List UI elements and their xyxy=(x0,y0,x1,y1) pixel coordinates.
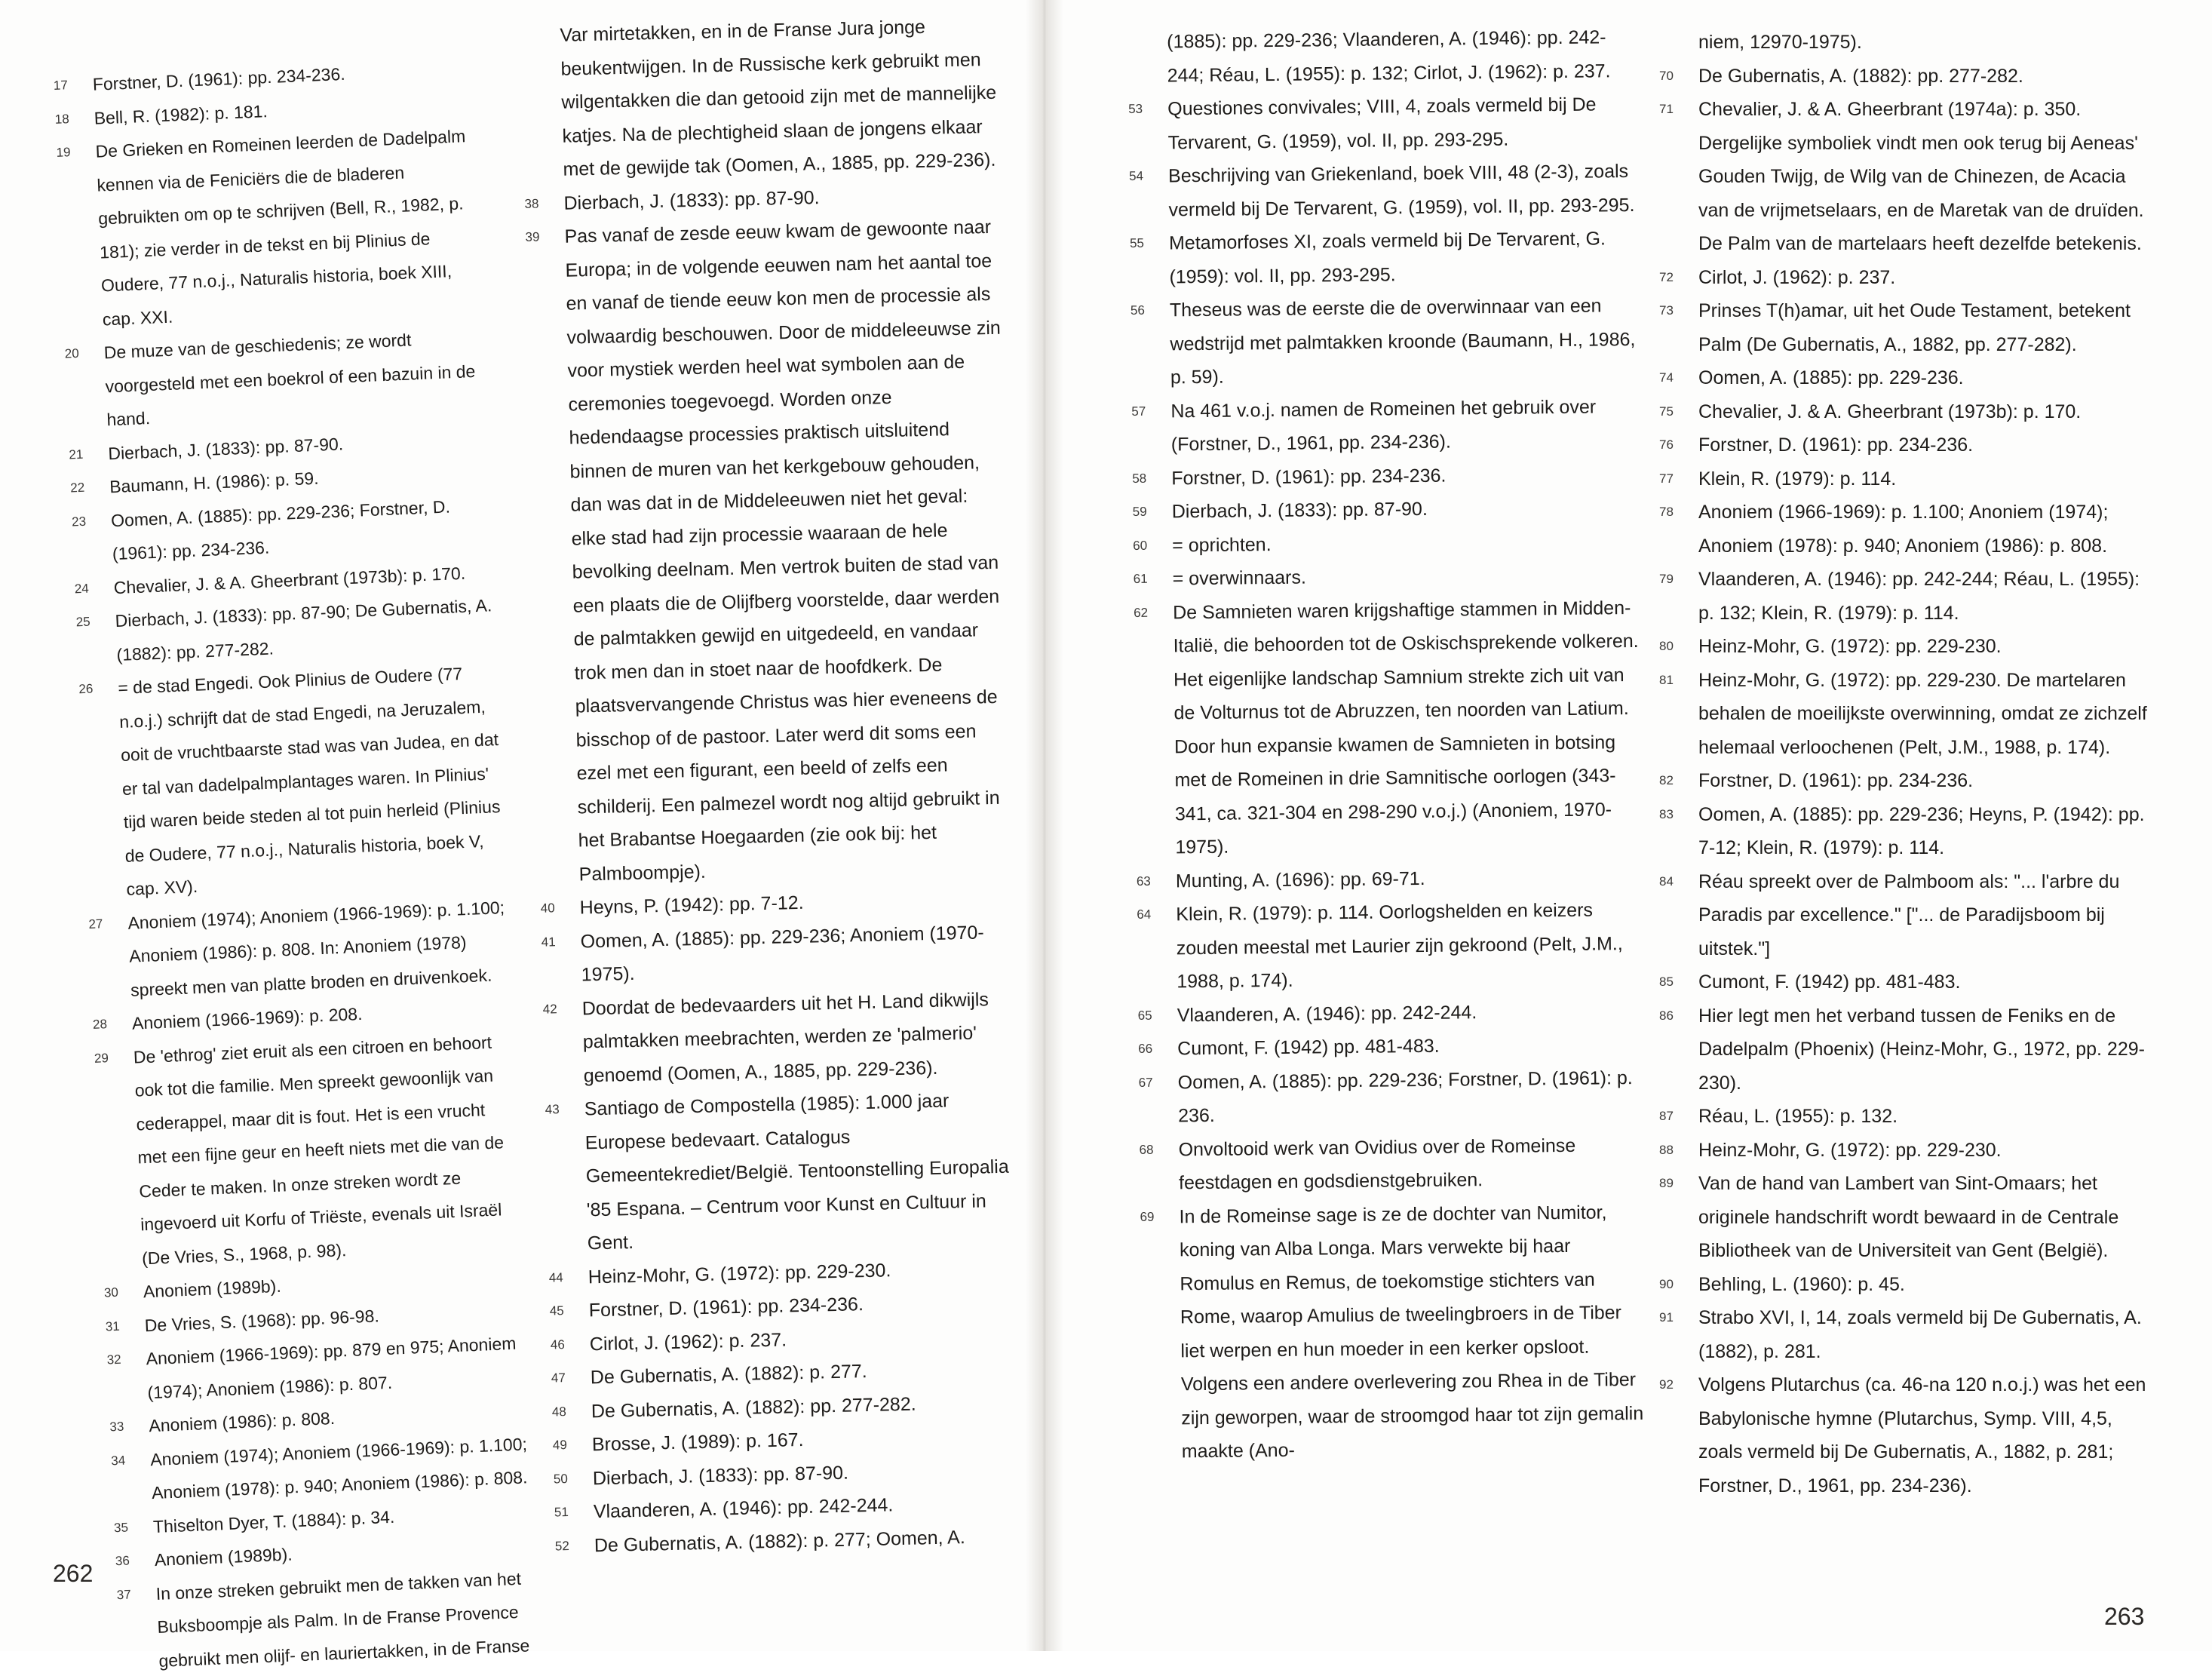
footnote-91 xyxy=(1659,1301,2157,1368)
footnote-text: Theseus was de eerste die de overwinnaar van een wedstrijd met palmtakken kroonde (Baumann, H., 1986, p. 59). xyxy=(1169,295,1636,388)
footnote-55 xyxy=(1130,222,1636,294)
footnote-83 xyxy=(1659,798,2157,865)
footnote-text: Klein, R. (1979): p. 114. Oorlogshelden en keizers zouden meestal met Laurier zijn gekroond (Pelt, J.M., 1988, p. 174). xyxy=(1176,899,1623,993)
footnote-text: Dierbach, J. (1833): pp. 87-90. xyxy=(107,433,344,463)
footnote-text: De Gubernatis, A. (1882): p. 277. xyxy=(590,1361,867,1389)
footnote-text: De 'ethrog' ziet eruit als een citroen en behoort ook tot die familie. Men spreekt gewoonlijk van cederappel, maar dit is fout. Het is een vrucht met een fijne geur en heeft niets met die van de Ceder te maken. In onze streken wordt ze ingevoerd uit Korfu of Triëste, evenals uit Israël (De Vries, S., 1968, p. 98). xyxy=(133,1032,505,1268)
footnote-74 xyxy=(1659,361,2157,395)
footnote-text: De muze van de geschiedenis; ze wordt voorgesteld met een boekrol of een bazuin in de hand. xyxy=(103,330,476,430)
footnote-number: 68 xyxy=(1139,1142,1154,1157)
footnote-number: 31 xyxy=(105,1318,121,1334)
footnote-text: Forstner, D. (1961): pp. 234-236. xyxy=(1171,465,1447,489)
footnote-84 xyxy=(1659,865,2157,966)
footnote-number: 88 xyxy=(1659,1142,1674,1157)
footnote-text: = oprichten. xyxy=(1172,533,1272,556)
footnote-71 xyxy=(1659,93,2157,261)
footnote-number: 67 xyxy=(1138,1075,1153,1090)
footnote-59 xyxy=(1133,490,1638,529)
footnote-text: Oomen, A. (1885): pp. 229-236; Heyns, P. (1942): pp. 7-12; Klein, R. (1979): p. 114. xyxy=(1698,803,2145,858)
footnote-number: 28 xyxy=(92,1017,108,1032)
footnote-number: 33 xyxy=(109,1419,124,1435)
footnote-text: Cumont, F. (1942) pp. 481-483. xyxy=(1177,1035,1440,1060)
footnote-37 xyxy=(116,1561,538,1679)
footnote-text: Vlaanderen, A. (1946): pp. 242-244. xyxy=(1177,1001,1477,1026)
footnote-number: 56 xyxy=(1130,302,1145,318)
footnote-text: Baumann, H. (1986): p. 59. xyxy=(109,468,319,497)
footnote-number: 58 xyxy=(1132,471,1147,486)
footnote-number: 38 xyxy=(524,196,539,211)
footnote-number: 82 xyxy=(1659,773,1674,787)
footnote-68 xyxy=(1139,1128,1645,1200)
footnote-26 xyxy=(78,655,507,907)
footnote-number: 64 xyxy=(1137,907,1152,922)
footnote-number: 47 xyxy=(551,1371,566,1386)
footnote-number: 76 xyxy=(1659,437,1674,452)
footnote-text: Heinz-Mohr, G. (1972): pp. 229-230. De martelaren behalen de moeilijkste overwinning, omdat ze zichzelf helemaal verloochenen (Pelt, J.M., 1988, p. 174). xyxy=(1698,669,2147,758)
footnote-number: 59 xyxy=(1132,504,1147,519)
footnote-number: 50 xyxy=(553,1471,569,1486)
footnote-text: Anoniem (1989b). xyxy=(154,1544,293,1570)
footnote-number: 69 xyxy=(1140,1209,1155,1224)
footnote-65 xyxy=(1138,993,1643,1033)
footnote-66 xyxy=(1138,1027,1643,1067)
footnote-text: Vlaanderen, A. (1946): pp. 242-244. xyxy=(593,1494,894,1523)
footnote-number: 87 xyxy=(1659,1109,1674,1123)
footnote-number: 86 xyxy=(1659,1008,1674,1023)
footnote-39 xyxy=(525,210,1015,892)
footnote-text: In onze streken gebruikt men de takken van het Buksboompje als Palm. In de Franse Provence gebruikt men olijf- en lauriertakken, in de Franse xyxy=(155,1568,530,1671)
footnote-number: 78 xyxy=(1659,505,1674,519)
footnote-53 xyxy=(1128,87,1634,160)
footnote-text: De Vries, S. (1968): pp. 96-98. xyxy=(144,1305,380,1335)
footnote-57 xyxy=(1131,389,1637,462)
footnote-number: 26 xyxy=(78,681,94,697)
footnote-number: 52 xyxy=(554,1538,570,1553)
footnote-number: 30 xyxy=(103,1285,119,1300)
footnote-text: Thiselton Dyer, T. (1884): p. 34. xyxy=(152,1506,395,1536)
footnote-number: 25 xyxy=(75,614,91,630)
footnote-number: 62 xyxy=(1134,605,1149,620)
footnote-text: Behling, L. (1960): p. 45. xyxy=(1698,1273,1905,1295)
footnote-text: De Gubernatis, A. (1882): pp. 277-282. xyxy=(1698,65,2023,87)
footnote-text: Na 461 v.o.j. namen de Romeinen het gebruik over (Forstner, D., 1961, pp. 234-236). xyxy=(1170,396,1597,456)
footnote-text: Oomen, A. (1885): pp. 229-236; Forstner, D. (1961): p. 236. xyxy=(1177,1067,1633,1127)
left-page xyxy=(0,0,1045,1671)
footnote-text: Klein, R. (1979): p. 114. xyxy=(1698,468,1897,490)
footnote-text: Heinz-Mohr, G. (1972): pp. 229-230. xyxy=(588,1259,891,1288)
footnote-number: 37 xyxy=(116,1586,132,1602)
footnote-number: 80 xyxy=(1659,639,1674,653)
footnote-number: 73 xyxy=(1659,303,1674,318)
page-number-left: 262 xyxy=(53,1560,94,1587)
footnote-text: Oomen, A. (1885): pp. 229-236; Forstner, D. (1961): pp. 234-236. xyxy=(110,496,451,564)
footnote-number: 60 xyxy=(1133,538,1148,553)
footnote-69 xyxy=(1140,1195,1648,1469)
footnote-41 xyxy=(541,915,1017,993)
continued-footnote-text: Var mirtetakken, en in de Franse Jura jonge beukentwijgen. In de Russische kerk gebruikt men wilgentakken die dan getooid zijn met de mannelijke katjes. Na de plechtigheid slaan de jongens elkaar met de gewijde tak (Oomen, A., 1885, pp. 229-236). xyxy=(560,16,997,180)
footnote-text: Prinses T(h)amar, uit het Oude Testament, betekent Palm (De Gubernatis, A., 1882, pp. 277-282). xyxy=(1698,300,2131,355)
footnote-text: Forstner, D. (1961): pp. 234-236. xyxy=(92,63,346,94)
footnote-text: Metamorfoses XI, zoals vermeld bij De Tervarent, G. (1959): vol. II, pp. 293-295. xyxy=(1168,228,1606,287)
footnote-58 xyxy=(1132,456,1637,496)
footnote-number: 81 xyxy=(1659,672,1674,687)
footnote-text: Chevalier, J. & A. Gheerbrant (1973b): p. 170. xyxy=(113,563,466,597)
footnote-number: 85 xyxy=(1659,975,1674,989)
footnote-number: 55 xyxy=(1129,235,1145,250)
footnote-27 xyxy=(88,890,511,1008)
footnote-text: Dierbach, J. (1833): pp. 87-90. xyxy=(592,1462,849,1489)
right-page xyxy=(1045,0,2212,1651)
footnote-number: 70 xyxy=(1659,68,1674,83)
footnote-85 xyxy=(1659,965,2157,999)
footnote-60 xyxy=(1133,523,1638,563)
left-page-column-1 xyxy=(53,52,538,1679)
footnote-number: 36 xyxy=(115,1553,130,1569)
footnote-text: Bell, R. (1982): p. 181. xyxy=(94,100,268,128)
footnote-number: 57 xyxy=(1131,404,1146,419)
footnote-61 xyxy=(1133,557,1638,597)
footnote-text: Dierbach, J. (1833): pp. 87-90; De Gubernatis, A. (1882): pp. 277-282. xyxy=(115,595,492,665)
footnote-43 xyxy=(545,1082,1023,1261)
footnote-text: Cirlot, J. (1962): p. 237. xyxy=(1698,266,1896,288)
footnote-text: Anoniem (1966-1969): p. 208. xyxy=(131,1003,363,1033)
footnote-number: 29 xyxy=(94,1050,109,1066)
footnote-67 xyxy=(1138,1061,1644,1133)
footnote-75 xyxy=(1659,395,2157,429)
footnote-text: De Grieken en Romeinen leerden de Dadelpalm kennen via de Feniciërs die de bladeren gebruikten om op te schrijven (Bell, R., 1982, p. 181); zie verder in de tekst en bij Plinius de Oudere, 77 n.o.j., Naturalis historia, boek XIII, cap. XXI. xyxy=(95,126,466,330)
footnote-56 xyxy=(1131,289,1637,395)
footnote-number: 41 xyxy=(541,934,556,950)
footnote-76 xyxy=(1659,428,2157,462)
footnote-text: Dierbach, J. (1833): pp. 87-90. xyxy=(563,186,820,214)
footnote-number: 18 xyxy=(54,111,70,127)
footnote-text: Heinz-Mohr, G. (1972): pp. 229-230. xyxy=(1698,636,2002,657)
footnote-70 xyxy=(1659,60,2157,94)
footnote-text: Forstner, D. (1961): pp. 234-236. xyxy=(1698,770,1974,791)
footnote-text: Beschrijving van Griekenland, boek VIII, 48 (2-3), zoals vermeld bij De Tervarent, G. (1959), vol. II, pp. 293-295. xyxy=(1167,161,1635,220)
footnote-29 xyxy=(94,1024,522,1276)
footnote-text: Anoniem (1966-1969): pp. 879 en 975; Anoniem (1974); Anoniem (1986): p. 807. xyxy=(146,1333,517,1402)
footnote-number: 34 xyxy=(110,1453,126,1468)
footnote-number: 61 xyxy=(1133,571,1148,586)
footnote-text: Cumont, F. (1942) pp. 481-483. xyxy=(1698,971,1961,993)
footnote-number: 19 xyxy=(56,145,71,160)
footnote-number: 23 xyxy=(71,514,87,529)
footnote-number: 89 xyxy=(1659,1176,1674,1190)
footnote-number: 54 xyxy=(1128,168,1144,183)
footnote-79 xyxy=(1659,563,2157,630)
footnote-number: 90 xyxy=(1659,1276,1674,1291)
footnote-number: 49 xyxy=(552,1438,568,1453)
footnote-63 xyxy=(1137,859,1642,898)
footnote-number: 77 xyxy=(1659,471,1674,486)
footnote-text: Chevalier, J. & A. Gheerbrant (1973b): p. 170. xyxy=(1698,401,2082,422)
footnote-number: 46 xyxy=(550,1337,565,1352)
footnote-text: Van de hand van Lambert van Sint-Omaars; het originele handschrift wordt bewaard in de Centrale Bibliotheek van de Universiteit van Gent (België). xyxy=(1698,1173,2119,1261)
footnote-text: Anoniem (1974); Anoniem (1966-1969): p. 1.100; Anoniem (1986): p. 808. In: Anoniem (1978) spreekt men van platte broden en druivenkoek. xyxy=(127,897,505,1000)
page-number-right: 263 xyxy=(2104,1603,2145,1630)
footnote-62 xyxy=(1134,591,1642,864)
footnote-88 xyxy=(1659,1134,2157,1168)
right-page-column-1 xyxy=(1127,20,1648,1469)
footnote-text: Doordat de bedevaarders uit het H. Land dikwijls palmtakken meebrachten, werden ze 'palmerio' genoemd (Oomen, A., 1885, pp. 229-236). xyxy=(581,988,989,1086)
footnote-text: Munting, A. (1696): pp. 69-71. xyxy=(1175,867,1425,892)
footnote-number: 72 xyxy=(1659,269,1674,284)
footnote-text: Forstner, D. (1961): pp. 234-236. xyxy=(588,1294,864,1321)
footnote-number: 20 xyxy=(64,345,80,361)
footnote-number: 74 xyxy=(1659,370,1674,385)
footnote-number: 53 xyxy=(1128,101,1143,116)
footnote-number: 83 xyxy=(1659,806,1674,821)
footnote-82 xyxy=(1659,764,2157,798)
footnote-number: 45 xyxy=(549,1303,564,1318)
footnote-text: Hier legt men het verband tussen de Feniks en de Dadelpalm (Phoenix) (Heinz-Mohr, G., 1972, pp. 229-230). xyxy=(1698,1005,2145,1094)
footnote-77 xyxy=(1659,462,2157,496)
footnote-text: Forstner, D. (1961): pp. 234-236. xyxy=(1698,434,1974,456)
footnote-81 xyxy=(1659,664,2157,765)
footnote-number: 65 xyxy=(1137,1008,1152,1023)
footnote-number: 79 xyxy=(1659,572,1674,586)
footnote-number: 51 xyxy=(554,1505,569,1520)
footnote-text: De Samnieten waren krijgshaftige stammen in Midden-Italië, die behoorden tot de Oskischsprekende volkeren. Het eigenlijke landschap Samnium strekte zich uit van de Volturnus tot de Abruzzen, ten noorden van Latium. Door hun expansie kwamen de Samnieten in botsing met de Romeinen in drie Samnitische oorlogen (343-341, ca. 321-304 en 298-290 v.o.j.) (Anoniem, 1970-1975). xyxy=(1173,597,1639,858)
footnote-text: Heyns, P. (1942): pp. 7-12. xyxy=(579,892,804,919)
footnote-text: Chevalier, J. & A. Gheerbrant (1974a): p. 350. Dergelijke symboliek vindt men ook terug bij Aeneas' Gouden Twijg, de Wilg van de Chinezen, de Acacia van de vrijmetselaars, en de Maretak van de druïden. De Palm van de martelaars heeft dezelfde betekenis. xyxy=(1698,99,2144,254)
footnote-text: Vlaanderen, A. (1946): pp. 242-244; Réau, L. (1955): p. 132; Klein, R. (1979): p. 114. xyxy=(1698,569,2140,624)
footnote-text: Dierbach, J. (1833): pp. 87-90. xyxy=(1171,498,1428,523)
footnote-text: Anoniem (1966-1969): p. 1.100; Anoniem (1974); Anoniem (1978): p. 940; Anoniem (1986): p. 808. xyxy=(1698,502,2109,557)
footnote-number: 24 xyxy=(74,581,90,596)
footnote-text: Volgens Plutarchus (ca. 46-na 120 n.o.j.) was het een Babylonische hymne (Plutarchus, Symp. VIII, 4,5, zoals vermeld bij De Gubernatis, A., 1882, p. 281; Forstner, D., 1961, pp. 234-236). xyxy=(1698,1374,2146,1496)
footnote-54 xyxy=(1129,155,1635,227)
right-page-column-2 xyxy=(1659,26,2157,1503)
footnote-90 xyxy=(1659,1268,2157,1302)
footnote-text: De Gubernatis, A. (1882): pp. 277-282. xyxy=(591,1393,916,1422)
footnote-number: 44 xyxy=(548,1269,563,1285)
footnote-number: 66 xyxy=(1138,1041,1153,1056)
footnote-number: 35 xyxy=(113,1520,129,1535)
footnote-text: Réau, L. (1955): p. 132. xyxy=(1698,1106,1898,1127)
footnote-text: Oomen, A. (1885): pp. 229-236. xyxy=(1698,367,1964,388)
footnote-text: Anoniem (1986): p. 808. xyxy=(148,1407,336,1436)
footnote-72 xyxy=(1659,261,2157,295)
footnote-number: 43 xyxy=(545,1102,560,1117)
continued-footnote-text: niem, 12970-1975). xyxy=(1698,32,1862,53)
footnote-text: Heinz-Mohr, G. (1972): pp. 229-230. xyxy=(1698,1139,2002,1161)
footnote-number: 39 xyxy=(525,229,540,244)
footnote-text: Oomen, A. (1885): pp. 229-236; Anoniem (1970-1975). xyxy=(580,921,984,986)
footnote-20 xyxy=(64,320,486,438)
footnote-text: = de stad Engedi. Ook Plinius de Oudere (77 n.o.j.) schrijft dat de stad Engedi, na Jeruzalem, ooit de vruchtbaarste stad was van Judea, en dat er tal van dadelpalmplantages waren. In Plinius' tijd waren beide steden al tot puin herleid (Plinius de Oudere, 77 n.o.j., Naturalis historia, boek V, cap. XV). xyxy=(117,663,501,899)
footnote-text: Strabo XVI, I, 14, zoals vermeld bij De Gubernatis, A. (1882), p. 281. xyxy=(1698,1307,2142,1362)
footnote-text: Santiago de Compostella (1985): 1.000 jaar Europese bedevaart. Catalogus Gemeentekrediet/België. Tentoonstelling Europalia '85 Espana. – Centrum voor Kunst en Cultuur in Gent. xyxy=(584,1090,1010,1254)
footnote-86 xyxy=(1659,999,2157,1100)
footnote-text: Cirlot, J. (1962): p. 237. xyxy=(589,1328,787,1355)
footnote-number: 27 xyxy=(88,916,103,932)
footnote-text: Questiones convivales; VIII, 4, zoals vermeld bij De Tervarent, G. (1959), vol. II, pp. 293-295. xyxy=(1167,94,1597,153)
footnote-text: In de Romeinse sage is ze de dochter van Numitor, koning van Alba Longa. Mars verwekte bij haar Romulus en Remus, de toekomstige stichters van Rome, waarop Amulius de tweelingbroers in de Tiber liet werpen en hun moeder in een kerker opsloot. Volgens een andere overlevering zou Rhea in de Tiber zijn geworpen, waar de stroomgod haar tot zijn gemalin maakte (Ano- xyxy=(1179,1201,1644,1463)
footnote-number: 21 xyxy=(69,447,84,462)
footnote-number: 71 xyxy=(1659,102,1674,116)
footnote-number: 17 xyxy=(53,78,69,93)
footnote-80 xyxy=(1659,630,2157,664)
footnote-number: 92 xyxy=(1659,1377,1674,1392)
footnote-92 xyxy=(1659,1368,2157,1503)
footnote-text: Onvoltooid werk van Ovidius over de Romeinse feestdagen en godsdienstgebruiken. xyxy=(1178,1134,1576,1194)
footnote-text: Réau spreekt over de Palmboom als: "... l'arbre du Paradis par excellence." ["... de Paradijsboom bij uitstek."] xyxy=(1698,870,2120,959)
footnote-73 xyxy=(1659,294,2157,361)
footnote-number: 22 xyxy=(69,480,85,496)
footnote-number: 48 xyxy=(551,1404,567,1420)
footnote-number: 91 xyxy=(1659,1310,1674,1324)
left-page-column-2 xyxy=(520,9,1030,1564)
book-gutter xyxy=(1026,0,1063,1651)
footnote-number: 42 xyxy=(542,1001,557,1017)
footnote-42 xyxy=(542,982,1020,1094)
footnote-78 xyxy=(1659,496,2157,563)
footnote-89 xyxy=(1659,1167,2157,1268)
footnote-number: 84 xyxy=(1659,873,1674,889)
footnote-number: 40 xyxy=(540,901,555,916)
footnote-87 xyxy=(1659,1100,2157,1134)
footnote-number: 32 xyxy=(106,1352,122,1367)
footnote-text: De Gubernatis, A. (1882): p. 277; Oomen, A. xyxy=(594,1526,966,1556)
continued-footnote-text: (1885): pp. 229-236; Vlaanderen, A. (1946): pp. 242-244; Réau, L. (1955): p. 132; Cirlot, J. (1962): p. 237. xyxy=(1167,26,1611,86)
footnote-number: 63 xyxy=(1136,873,1151,889)
footnote-text: Anoniem (1989b). xyxy=(143,1275,282,1302)
footnote-number: 75 xyxy=(1659,404,1674,419)
footnote-text: = overwinnaars. xyxy=(1172,566,1307,590)
footnote-64 xyxy=(1137,893,1643,999)
footnote-19 xyxy=(56,119,483,338)
footnote-text: Pas vanaf de zesde eeuw kwam de gewoonte naar Europa; in de volgende eeuwen nam het aantal toe en vanaf de tiende eeuw kon men de processie als volwaardig beschouwen. Door de middeleeuwse zin voor mystiek werden heel wat symbolen aan de ceremonies toegevoegd. Worden onze hedendaagse processies praktisch uitsluitend binnen de muren van het kerkgebouw gehouden, dan was dat in de Middeleeuwen niet het geval: elke stad had zijn processie waaraan de hele bevolking deelnam. Men vertrok buiten de stad van een plaats die de Olijfberg voorstelde, daar werden de palmtakken gewijd en uitgedeeld, en vandaar trok men dan in stoet naar de hoofdkerk. De plaatsvervangende Christus was hier eveneens de bisschop of de pastoor. Later werd dit soms een ezel met een figurant, een beeld of zelfs een schilderij. Een palmezel wordt nog altijd gebruikt in het Brabantse Hoegaarden (zie ook bij: het Palmboompje). xyxy=(564,216,1002,886)
footnote-text: Brosse, J. (1989): p. 167. xyxy=(591,1429,804,1456)
footnote-text: Anoniem (1974); Anoniem (1966-1969): p. 1.100; Anoniem (1978): p. 940; Anoniem (1986): p. 808. xyxy=(149,1433,528,1503)
